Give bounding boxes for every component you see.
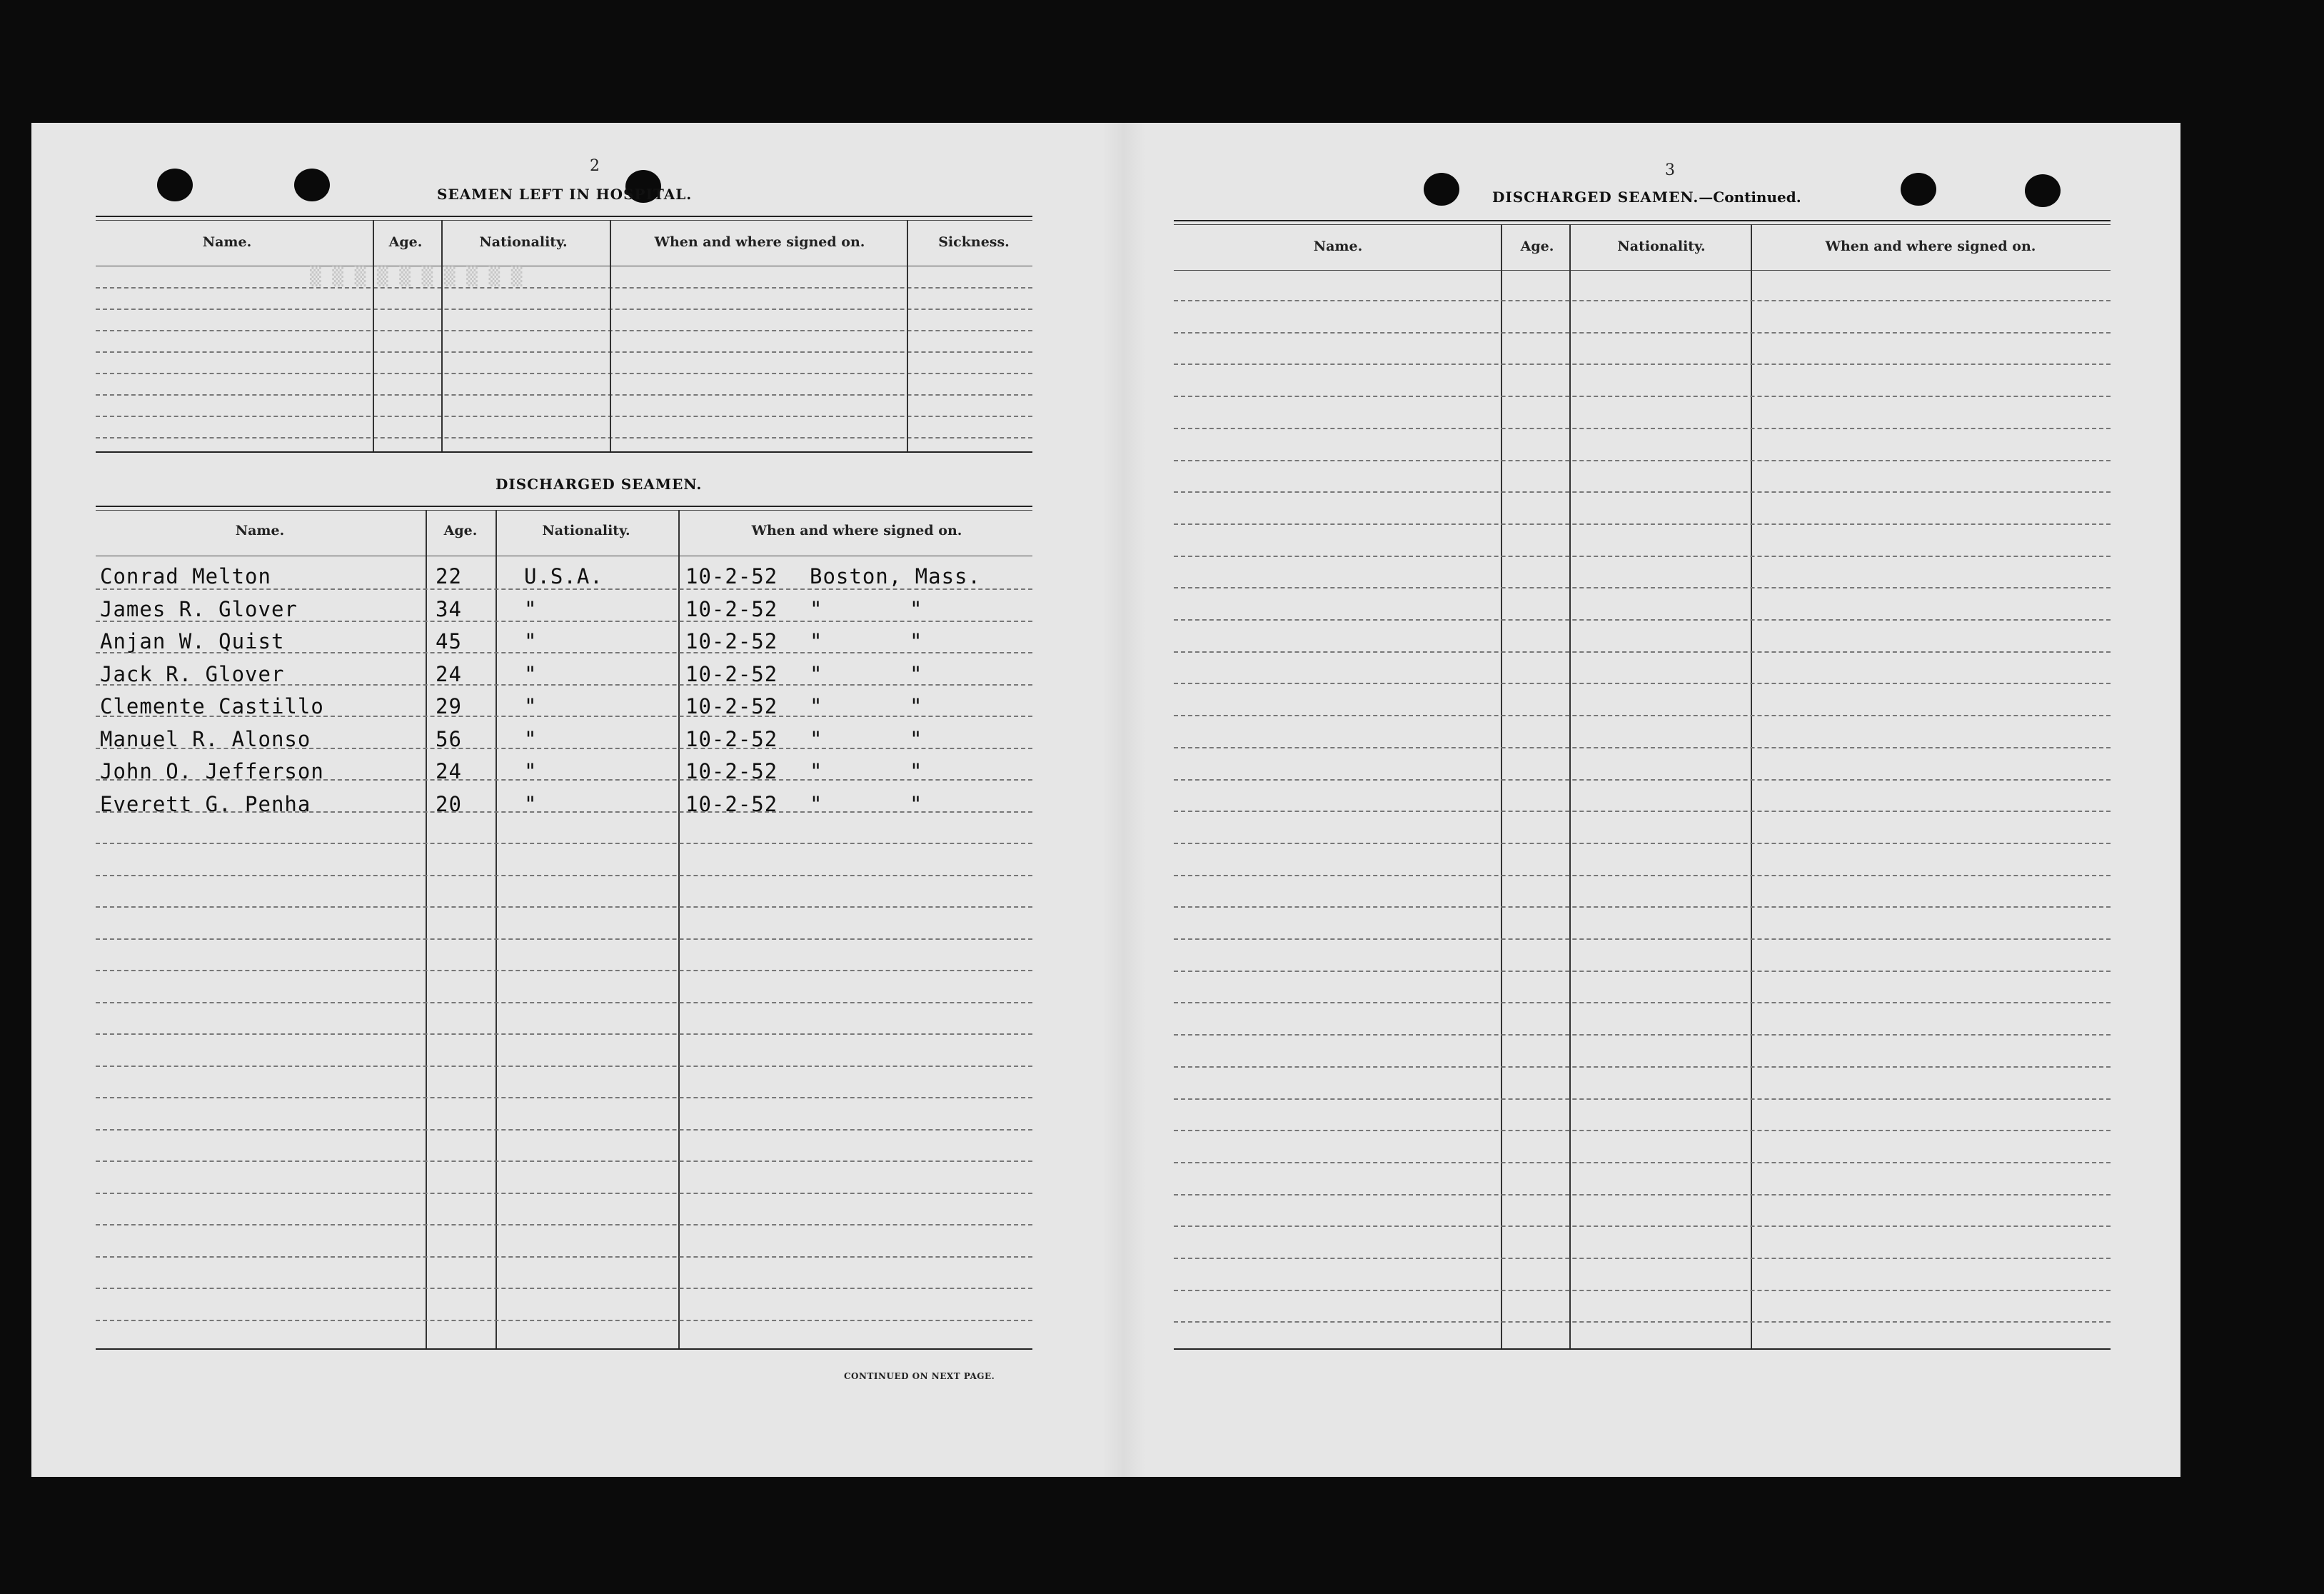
row-rule bbox=[96, 811, 1032, 813]
row-rule bbox=[1174, 1321, 2111, 1323]
row-rule bbox=[1174, 1002, 2111, 1003]
continued-text: —Continued. bbox=[1699, 189, 1801, 206]
row-rule bbox=[96, 684, 1032, 686]
seaman-name: James R. Glover bbox=[100, 596, 298, 621]
col-rule bbox=[426, 510, 427, 1348]
continued-footer: CONTINUED ON NEXT PAGE. bbox=[844, 1371, 995, 1381]
row-rule bbox=[1174, 1194, 2111, 1196]
signed-on-place-ditto: " bbox=[910, 596, 923, 621]
row-rule bbox=[96, 652, 1032, 653]
punch-hole bbox=[1424, 173, 1459, 206]
seaman-nationality: " bbox=[524, 694, 538, 718]
signed-on-place: " bbox=[810, 759, 823, 783]
signed-on-place-ditto: " bbox=[910, 694, 923, 718]
hospital-header-nationality: Nationality. bbox=[479, 234, 568, 250]
row-rule bbox=[96, 1097, 1032, 1098]
discharged-header-age: Age. bbox=[443, 523, 478, 538]
hospital-header-signed-on: When and where signed on. bbox=[654, 234, 865, 250]
seaman-name: John O. Jefferson bbox=[100, 759, 324, 783]
row-rule bbox=[1174, 779, 2111, 781]
signed-on-place-ditto: " bbox=[910, 759, 923, 783]
seaman-name: Anjan W. Quist bbox=[100, 629, 285, 653]
row-rule bbox=[96, 588, 1032, 590]
signed-on-date: 10-2-52 bbox=[685, 629, 778, 653]
discharged-header-signed-on: When and where signed on. bbox=[751, 523, 962, 538]
row-rule bbox=[1174, 1098, 2111, 1100]
signed-on-date: 10-2-52 bbox=[685, 791, 778, 816]
discharged-header-name: Name. bbox=[235, 523, 285, 538]
seaman-age: 56 bbox=[436, 726, 462, 751]
signed-on-place: " bbox=[810, 661, 823, 686]
row-rule bbox=[1174, 683, 2111, 684]
page-number: 2 bbox=[590, 157, 600, 175]
rule bbox=[1174, 224, 2111, 225]
signed-on-date: 10-2-52 bbox=[685, 596, 778, 621]
row-rule bbox=[1174, 460, 2111, 461]
col-rule bbox=[610, 220, 611, 451]
row-rule bbox=[96, 621, 1032, 622]
seaman-name: Everett G. Penha bbox=[100, 791, 311, 816]
row-rule bbox=[1174, 1066, 2111, 1068]
punch-hole bbox=[2025, 174, 2061, 207]
row-rule bbox=[1174, 619, 2111, 621]
row-rule bbox=[1174, 587, 2111, 588]
seaman-nationality: " bbox=[524, 596, 538, 621]
row-rule bbox=[96, 906, 1032, 908]
rule bbox=[96, 510, 1032, 511]
row-rule bbox=[1174, 938, 2111, 940]
page-gutter bbox=[1102, 123, 1145, 1477]
col-rule bbox=[1569, 224, 1571, 1348]
seaman-nationality: " bbox=[524, 629, 538, 653]
hospital-header-age: Age. bbox=[388, 234, 423, 250]
row-rule bbox=[1174, 332, 2111, 334]
seaman-nationality: U.S.A. bbox=[524, 564, 603, 588]
row-rule bbox=[96, 875, 1032, 876]
row-rule bbox=[1174, 491, 2111, 493]
row-rule bbox=[1174, 1225, 2111, 1227]
row-rule bbox=[1174, 1130, 2111, 1131]
col-rule bbox=[441, 220, 443, 451]
signed-on-date: 10-2-52 bbox=[685, 726, 778, 751]
rule bbox=[96, 506, 1032, 507]
row-rule bbox=[96, 938, 1032, 940]
signed-on-place-ditto: " bbox=[910, 791, 923, 816]
discharged-title-text: DISCHARGED SEAMEN. bbox=[1492, 189, 1699, 206]
row-rule bbox=[96, 351, 1032, 353]
seaman-name: Clemente Castillo bbox=[100, 694, 324, 718]
document-sheet bbox=[31, 123, 2180, 1477]
row-rule bbox=[1174, 1258, 2111, 1259]
row-rule bbox=[1174, 843, 2111, 844]
seaman-nationality: " bbox=[524, 791, 538, 816]
rule bbox=[96, 1348, 1032, 1350]
row-rule bbox=[96, 1066, 1032, 1067]
row-rule bbox=[96, 779, 1032, 781]
row-rule bbox=[96, 330, 1032, 331]
punch-hole bbox=[157, 169, 193, 201]
col-rule bbox=[373, 220, 374, 451]
rule bbox=[96, 216, 1032, 217]
discharged-section-title: DISCHARGED SEAMEN. bbox=[496, 476, 703, 493]
punch-hole bbox=[1901, 173, 1936, 206]
row-rule bbox=[1174, 1034, 2111, 1036]
seaman-age: 24 bbox=[436, 759, 462, 783]
seaman-age: 29 bbox=[436, 694, 462, 718]
col-rule bbox=[1751, 224, 1752, 1348]
right-header-nationality: Nationality. bbox=[1617, 239, 1706, 254]
punch-hole bbox=[294, 169, 330, 201]
row-rule bbox=[1174, 906, 2111, 908]
signed-on-place: " bbox=[810, 726, 823, 751]
seaman-age: 22 bbox=[436, 564, 462, 588]
row-rule bbox=[1174, 523, 2111, 525]
row-rule bbox=[96, 287, 1032, 289]
bleed-through: ▒ ▒ ▒ ▒ ▒ ▒ ▒ ▒ ▒ ▒ bbox=[310, 266, 523, 287]
right-header-signed-on: When and where signed on. bbox=[1825, 239, 2036, 254]
rule bbox=[1174, 1348, 2111, 1350]
row-rule bbox=[96, 416, 1032, 417]
hospital-header-sickness: Sickness. bbox=[938, 234, 1010, 250]
seaman-age: 34 bbox=[436, 596, 462, 621]
row-rule bbox=[96, 1033, 1032, 1035]
signed-on-date: 10-2-52 bbox=[685, 564, 778, 588]
row-rule bbox=[96, 1161, 1032, 1162]
col-rule bbox=[1501, 224, 1502, 1348]
page-number: 3 bbox=[1665, 161, 1675, 179]
row-rule bbox=[1174, 1162, 2111, 1163]
col-rule bbox=[907, 220, 908, 451]
row-rule bbox=[96, 1320, 1032, 1321]
right-header-age: Age. bbox=[1520, 239, 1554, 254]
seaman-name: Jack R. Glover bbox=[100, 661, 285, 686]
discharged-continued-title bbox=[1492, 189, 1801, 206]
seaman-name: Manuel R. Alonso bbox=[100, 726, 311, 751]
row-rule bbox=[1174, 396, 2111, 397]
right-header-name: Name. bbox=[1313, 239, 1363, 254]
hospital-header-name: Name. bbox=[202, 234, 252, 250]
signed-on-date: 10-2-52 bbox=[685, 694, 778, 718]
signed-on-date: 10-2-52 bbox=[685, 759, 778, 783]
row-rule bbox=[1174, 1290, 2111, 1291]
hospital-section-title: SEAMEN LEFT IN HOSPITAL. bbox=[437, 186, 693, 203]
rule bbox=[96, 220, 1032, 221]
seaman-age: 45 bbox=[436, 629, 462, 653]
row-rule bbox=[96, 1002, 1032, 1003]
row-rule bbox=[1174, 811, 2111, 812]
signed-on-place-ditto: " bbox=[910, 726, 923, 751]
row-rule bbox=[1174, 364, 2111, 365]
row-rule bbox=[1174, 556, 2111, 557]
signed-on-place: " bbox=[810, 791, 823, 816]
row-rule bbox=[1174, 747, 2111, 748]
row-rule bbox=[96, 1256, 1032, 1258]
seaman-name: Conrad Melton bbox=[100, 564, 271, 588]
row-rule bbox=[96, 373, 1032, 374]
col-rule bbox=[496, 510, 497, 1348]
signed-on-date: 10-2-52 bbox=[685, 661, 778, 686]
row-rule bbox=[1174, 715, 2111, 716]
row-rule bbox=[96, 437, 1032, 438]
row-rule bbox=[96, 394, 1032, 396]
seaman-nationality: " bbox=[524, 759, 538, 783]
signed-on-place: " bbox=[810, 596, 823, 621]
seaman-age: 20 bbox=[436, 791, 462, 816]
row-rule bbox=[96, 970, 1032, 971]
row-rule bbox=[96, 1193, 1032, 1194]
signed-on-place-ditto: " bbox=[910, 661, 923, 686]
row-rule bbox=[96, 1129, 1032, 1131]
signed-on-place: " bbox=[810, 694, 823, 718]
discharged-header-nationality: Nationality. bbox=[542, 523, 630, 538]
row-rule bbox=[96, 843, 1032, 844]
col-rule bbox=[678, 510, 680, 1348]
row-rule bbox=[1174, 428, 2111, 429]
rule bbox=[96, 451, 1032, 453]
signed-on-place: Boston, Mass. bbox=[810, 564, 981, 588]
row-rule bbox=[1174, 971, 2111, 972]
seaman-nationality: " bbox=[524, 726, 538, 751]
signed-on-place-ditto: " bbox=[910, 629, 923, 653]
rule bbox=[1174, 220, 2111, 221]
row-rule bbox=[1174, 300, 2111, 301]
row-rule bbox=[1174, 651, 2111, 653]
row-rule bbox=[96, 716, 1032, 717]
row-rule bbox=[96, 309, 1032, 310]
row-rule bbox=[96, 748, 1032, 749]
row-rule bbox=[96, 1288, 1032, 1289]
row-rule bbox=[96, 1224, 1032, 1225]
row-rule bbox=[1174, 875, 2111, 876]
seaman-age: 24 bbox=[436, 661, 462, 686]
rule bbox=[1174, 270, 2111, 271]
seaman-nationality: " bbox=[524, 661, 538, 686]
signed-on-place: " bbox=[810, 629, 823, 653]
